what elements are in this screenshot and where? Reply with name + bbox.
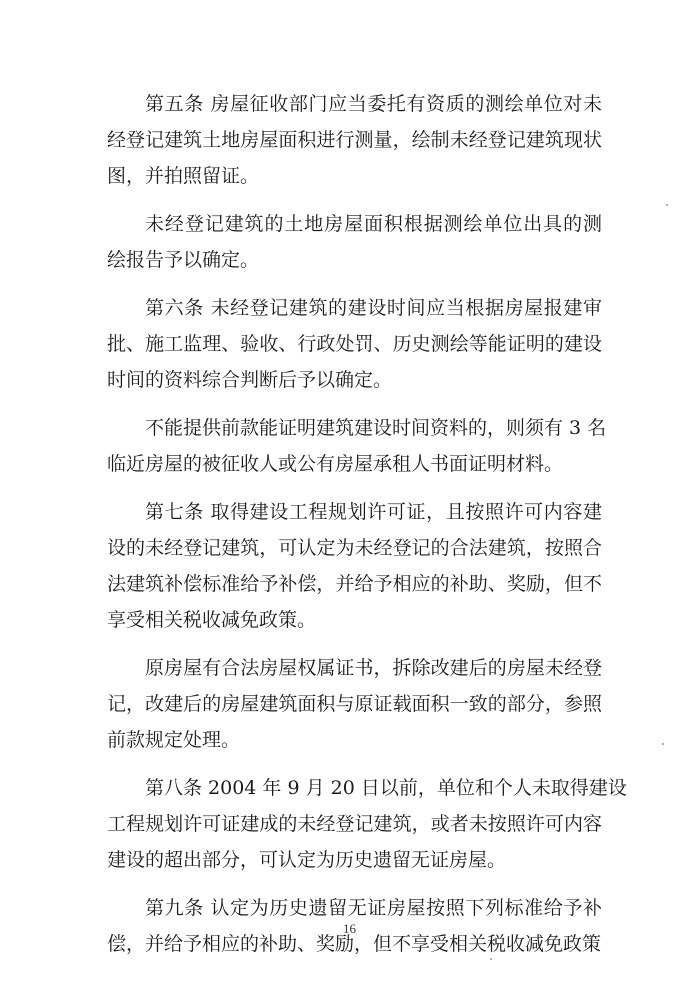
text-line bbox=[0, 410, 699, 446]
text-line bbox=[0, 86, 699, 122]
text-line bbox=[0, 650, 699, 686]
paragraph bbox=[0, 206, 699, 278]
text-line bbox=[0, 326, 699, 362]
page-number: 16 bbox=[343, 921, 356, 936]
text-line bbox=[0, 770, 699, 806]
text-line bbox=[0, 686, 699, 722]
text-line-content: 第五条 房屋征收部门应当委托有资质的测绘单位对未 bbox=[145, 93, 602, 115]
text-line-content: 工程规划许可证建成的未经登记建筑，或者未按照许可内容 bbox=[107, 813, 602, 835]
text-line-content: 不能提供前款能证明建筑建设时间资料的，则须有 3 名 bbox=[145, 417, 607, 439]
text-line bbox=[0, 494, 699, 530]
text-line bbox=[0, 446, 699, 482]
paragraph bbox=[0, 290, 699, 398]
text-line-content: 建设的超出部分，可认定为历史遗留无证房屋。 bbox=[107, 849, 507, 871]
text-line-content: 临近房屋的被征收人或公有房屋承租人书面证明材料。 bbox=[107, 453, 564, 475]
text-line bbox=[0, 722, 699, 758]
scan-speck bbox=[490, 958, 492, 960]
text-line-content: 第七条 取得建设工程规划许可证，且按照许可内容建 bbox=[145, 501, 602, 523]
text-line bbox=[0, 566, 699, 602]
text-line-content: 第九条 认定为历史遗留无证房屋按照下列标准给予补 bbox=[145, 897, 602, 919]
paragraph bbox=[0, 494, 699, 638]
text-line-content: 图，并拍照留证。 bbox=[107, 165, 260, 187]
text-line bbox=[0, 158, 699, 194]
text-line bbox=[0, 122, 699, 158]
text-line bbox=[0, 242, 699, 278]
text-line-content: 偿，并给予相应的补助、奖励，但不享受相关税收减免政策 bbox=[107, 933, 602, 955]
text-line bbox=[0, 842, 699, 878]
paragraph bbox=[0, 410, 699, 482]
text-line bbox=[0, 362, 699, 398]
text-line bbox=[0, 602, 699, 638]
scan-speck bbox=[662, 743, 664, 745]
text-line-content: 设的未经登记建筑，可认定为未经登记的合法建筑，按照合 bbox=[107, 537, 602, 559]
text-line-content: 原房屋有合法房屋权属证书，拆除改建后的房屋未经登 bbox=[145, 657, 602, 679]
paragraph bbox=[0, 650, 699, 758]
text-line-content: 时间的资料综合判断后予以确定。 bbox=[107, 369, 393, 391]
text-line-content: 记，改建后的房屋建筑面积与原证载面积一致的部分，参照 bbox=[107, 693, 602, 715]
text-line-content: 绘报告予以确定。 bbox=[107, 249, 260, 271]
text-line bbox=[0, 806, 699, 842]
text-line-content: 前款规定处理。 bbox=[107, 729, 241, 751]
text-line bbox=[0, 206, 699, 242]
text-line-content: 享受相关税收减免政策。 bbox=[107, 609, 317, 631]
text-line-content: 第六条 未经登记建筑的建设时间应当根据房屋报建审 bbox=[145, 297, 602, 319]
paragraph bbox=[0, 770, 699, 878]
text-line-content: 批、施工监理、验收、行政处罚、历史测绘等能证明的建设 bbox=[107, 333, 602, 355]
text-line-content: 法建筑补偿标准给予补偿，并给予相应的补助、奖励，但不 bbox=[107, 573, 602, 595]
scan-speck bbox=[666, 204, 668, 206]
text-line-content: 第八条 2004 年 9 月 20 日以前，单位和个人未取得建设 bbox=[145, 777, 627, 799]
text-line-content: 经登记建筑土地房屋面积进行测量，绘制未经登记建筑现状 bbox=[107, 129, 602, 151]
document-body bbox=[0, 86, 699, 974]
text-line bbox=[0, 290, 699, 326]
text-line-content: 未经登记建筑的土地房屋面积根据测绘单位出具的测 bbox=[145, 213, 602, 235]
text-line bbox=[0, 530, 699, 566]
paragraph bbox=[0, 86, 699, 194]
